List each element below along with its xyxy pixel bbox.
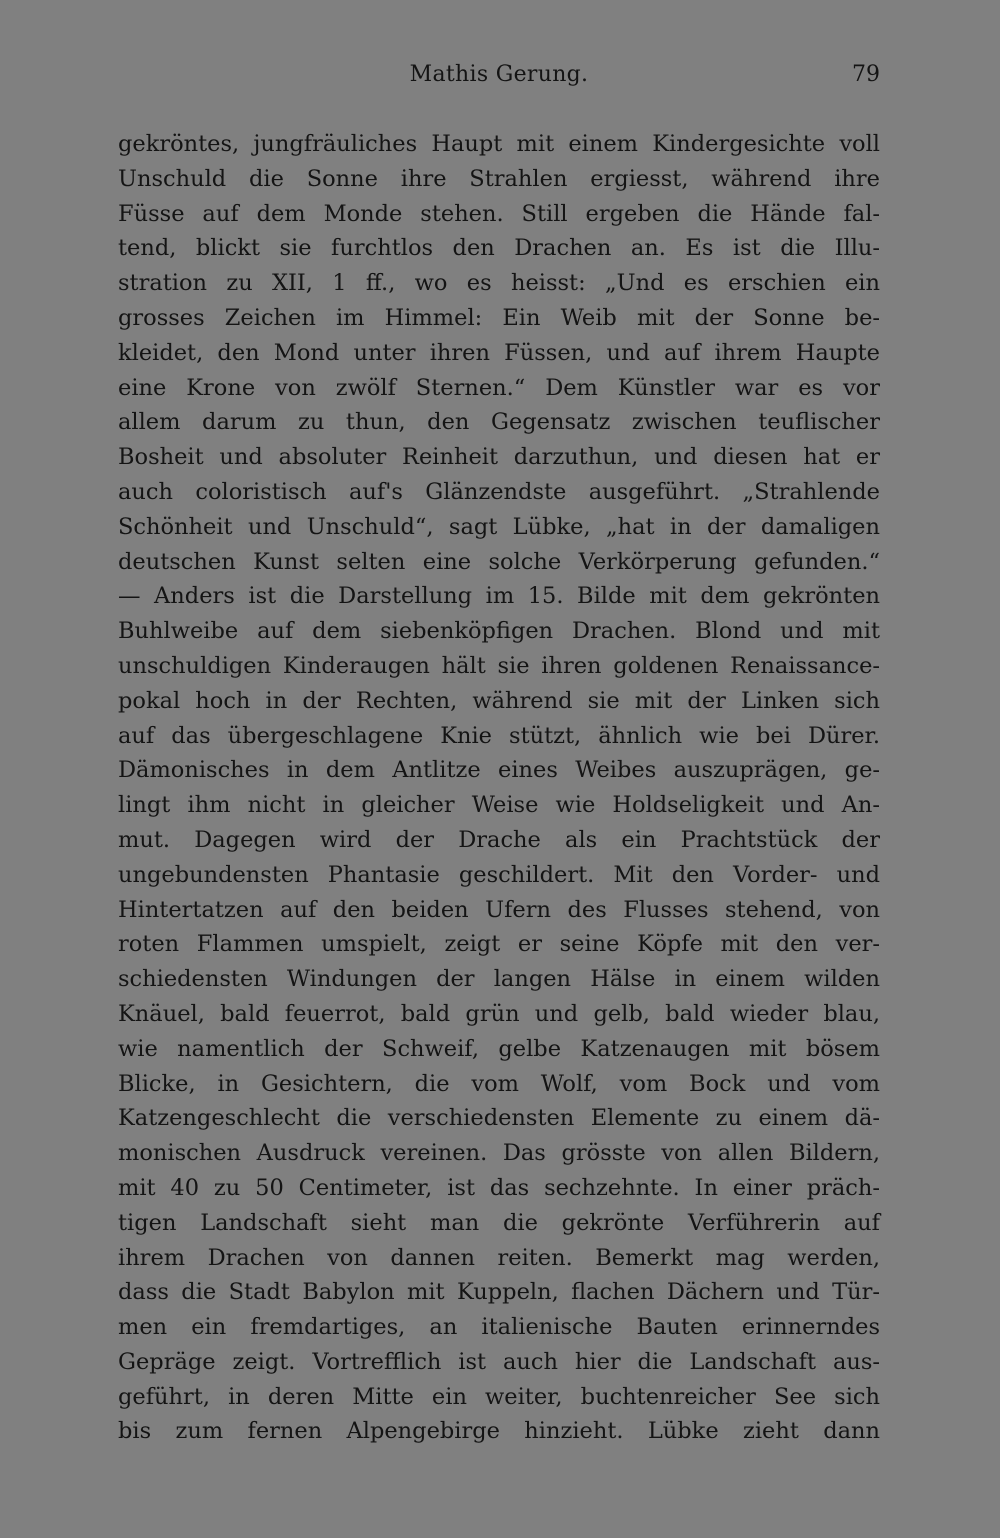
text-line: Unschuld die Sonne ihre Strahlen ergiesst, während ihre	[118, 165, 880, 192]
text-line: allem darum zu thun, den Gegensatz zwischen teuflischer	[118, 409, 880, 436]
text-line: lingt ihm nicht in gleicher Weise wie Holdseligkeit und An-	[118, 792, 880, 819]
text-line: stration zu XII, 1 ff., wo es heisst: „Und es erschien ein	[118, 270, 880, 297]
text-line: Buhlweibe auf dem siebenköpfigen Drachen. Blond und mit	[118, 618, 880, 645]
text-line: ungebundensten Phantasie geschildert. Mit den Vorder- und	[118, 861, 880, 888]
text-line: grosses Zeichen im Himmel: Ein Weib mit der Sonne be-	[118, 304, 880, 331]
text-line: auf das übergeschlagene Knie stützt, ähnlich wie bei Dürer.	[118, 722, 880, 749]
text-line: roten Flammen umspielt, zeigt er seine Köpfe mit den ver-	[118, 931, 880, 958]
text-line: mut. Dagegen wird der Drache als ein Prachtstück der	[118, 826, 880, 853]
text-line: Knäuel, bald feuerrot, bald grün und gelb, bald wieder blau,	[118, 1000, 880, 1027]
text-line: eine Krone von zwölf Sternen.“ Dem Künstler war es vor	[118, 374, 880, 401]
text-line: Füsse auf dem Monde stehen. Still ergeben die Hände fal-	[118, 200, 880, 227]
text-line: monischen Ausdruck vereinen. Das grösste von allen Bildern,	[118, 1140, 880, 1167]
text-line: kleidet, den Mond unter ihren Füssen, und auf ihrem Haupte	[118, 339, 880, 366]
text-line: — Anders ist die Darstellung im 15. Bilde mit dem gekrönten	[118, 583, 880, 610]
text-line: mit 40 zu 50 Centimeter, ist das sechzehnte. In einer präch-	[118, 1174, 880, 1201]
text-line: Schönheit und Unschuld“, sagt Lübke, „hat in der damaligen	[118, 513, 880, 540]
text-line: Hintertatzen auf den beiden Ufern des Flusses stehend, von	[118, 896, 880, 923]
text-line: ihrem Drachen von dannen reiten. Bemerkt mag werden,	[118, 1244, 880, 1271]
text-line: unschuldigen Kinderaugen hält sie ihren goldenen Renaissance-	[118, 652, 880, 679]
text-line: dass die Stadt Babylon mit Kuppeln, flachen Dächern und Tür-	[118, 1279, 880, 1306]
text-line: tigen Landschaft sieht man die gekrönte Verführerin auf	[118, 1209, 880, 1236]
text-line: Bosheit und absoluter Reinheit darzuthun, und diesen hat er	[118, 444, 880, 471]
running-head	[118, 62, 880, 96]
text-line: Blicke, in Gesichtern, die vom Wolf, vom Bock und vom	[118, 1070, 880, 1097]
text-line: schiedensten Windungen der langen Hälse in einem wilden	[118, 966, 880, 993]
text-line: bis zum fernen Alpengebirge hinzieht. Lübke zieht dann	[118, 1418, 880, 1445]
running-head-title: Mathis Gerung.	[409, 62, 589, 87]
text-line: tend, blickt sie furchtlos den Drachen an. Es ist die Illu-	[118, 235, 880, 262]
text-line: Gepräge zeigt. Vortrefflich ist auch hier die Landschaft aus-	[118, 1348, 880, 1375]
text-line: gekröntes, jungfräuliches Haupt mit einem Kindergesichte voll	[118, 131, 880, 157]
text-line: auch coloristisch auf's Glänzendste ausgeführt. „Strahlende	[118, 478, 880, 505]
text-line: deutschen Kunst selten eine solche Verkörperung gefunden.“	[118, 548, 880, 575]
text-line: wie namentlich der Schweif, gelbe Katzenaugen mit bösem	[118, 1035, 880, 1062]
body-text	[118, 127, 880, 1449]
page-number: 79	[852, 62, 880, 87]
text-line: pokal hoch in der Rechten, während sie mit der Linken sich	[118, 687, 880, 714]
text-line: geführt, in deren Mitte ein weiter, buchtenreicher See sich	[118, 1383, 880, 1410]
text-line: Katzengeschlecht die verschiedensten Elemente zu einem dä-	[118, 1105, 880, 1132]
text-line: Dämonisches in dem Antlitze eines Weibes auszuprägen, ge-	[118, 757, 880, 784]
text-line: men ein fremdartiges, an italienische Bauten erinnerndes	[118, 1314, 880, 1341]
